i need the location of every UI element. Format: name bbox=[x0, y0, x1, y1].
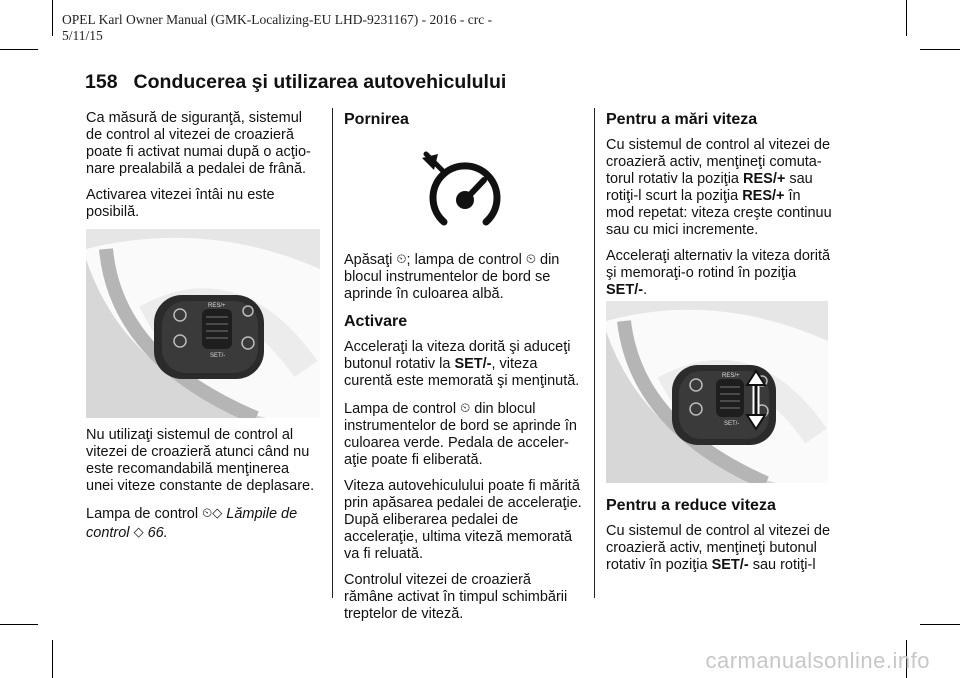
heading-increase-speed: Pentru a mări viteza bbox=[606, 111, 758, 128]
paragraph: Acceleraţi alternativ la viteza dorită şi memoraţi-o rotind în poziţia SET/-. bbox=[606, 248, 831, 298]
crop-mark bbox=[906, 0, 907, 36]
paragraph: Cu sistemul de control al vitezei de croazieră activ, menţineţi butonul rotativ în poziţia SET/- sau rotiţi-l bbox=[606, 523, 831, 573]
set-button-label: SET/- bbox=[724, 421, 740, 427]
column-divider bbox=[594, 108, 595, 598]
res-button-label: RES/+ bbox=[722, 373, 740, 379]
cruise-control-symbol bbox=[420, 150, 510, 240]
section-title: Conducerea şi utilizarea autovehiculului bbox=[133, 71, 507, 93]
column-divider bbox=[332, 108, 333, 598]
crop-mark bbox=[52, 640, 53, 678]
watermark: carmanualsonline.info bbox=[705, 648, 930, 673]
heading-activate: Activare bbox=[344, 313, 408, 330]
cruise-control-icon: ⏲ bbox=[460, 400, 471, 415]
paragraph: Controlul vitezei de croazieră rămâne activat în timpul schimbării treptelor de viteză. bbox=[344, 572, 568, 622]
paragraph: Viteza autovehiculului poate fi mărită prin apăsarea pedalei de acceleraţie. După eliberarea pedalei de acceleraţie, ultima viteză memorată va fi reluată. bbox=[344, 478, 582, 562]
column-3 bbox=[606, 110, 832, 308]
cruise-control-icon: ⏲ bbox=[525, 251, 536, 266]
steering-wheel-photo bbox=[606, 301, 828, 483]
paragraph: Apăsaţi ⏲; lampa de control ⏲ din blocul instrumentelor de bord se aprinde în culoarea albă. bbox=[344, 251, 560, 302]
column-2-body bbox=[344, 250, 582, 632]
paragraph: Nu utilizaţi sistemul de control al vitezei de croazieră atunci când nu este recomandabilă menţinerea unei viteze constante de deplasare. bbox=[86, 427, 315, 494]
reference-page[interactable]: 66. bbox=[147, 525, 168, 541]
crop-mark bbox=[0, 624, 38, 625]
heading-decrease-speed: Pentru a reduce viteza bbox=[606, 497, 776, 514]
cruise-control-icon: ⏲ bbox=[202, 505, 213, 520]
crop-mark bbox=[920, 624, 960, 625]
document-header bbox=[62, 12, 502, 44]
reference-icon: ◇ bbox=[212, 505, 223, 520]
paragraph: Ca măsură de siguranţă, sistemul de control al vitezei de croazieră poate fi activat numai după o acţio-nare prealabilă a pedalei de frână. bbox=[86, 110, 311, 177]
crop-mark bbox=[920, 49, 960, 50]
document-id-line: OPEL Karl Owner Manual (GMK-Localizing-EU LHD-9231167) - 2016 - crc - bbox=[62, 12, 493, 27]
crop-mark bbox=[52, 0, 53, 36]
column-3-lower bbox=[606, 496, 832, 583]
cruise-control-icon: ⏲ bbox=[396, 251, 407, 266]
column-2 bbox=[344, 110, 582, 137]
column-1 bbox=[86, 110, 320, 230]
paragraph: Lampa de control ⏲ din blocul instrumentelor de bord se aprinde în culoarea verde. Pedala de acceler-aţie poate fi eliberată. bbox=[344, 400, 577, 468]
reference-icon: ◇ bbox=[133, 524, 144, 539]
paragraph: Activarea vitezei întâi nu este posibilă. bbox=[86, 187, 275, 220]
page-title bbox=[85, 71, 506, 94]
paragraph: Lampa de control ⏲◇ Lămpile de control ◇ 66. bbox=[86, 505, 298, 541]
paragraph: Cu sistemul de control al vitezei de croazieră activ, menţineţi comuta-torul rotativ la poziţia RES/+ sau rotiţi-l scurt la poziţia RES/+ în mod repetat: viteza creşte continuu sau cu mici incremente. bbox=[606, 137, 832, 238]
heading-start: Pornirea bbox=[344, 111, 409, 128]
paragraph: Acceleraţi la viteza dorită şi aduceţi butonul rotativ la SET/-, viteza curentă este memorată şi menţinută. bbox=[344, 339, 580, 389]
res-button-label: RES/+ bbox=[208, 303, 226, 309]
column-1-lower bbox=[86, 427, 320, 551]
document-date-line: 5/11/15 bbox=[62, 28, 103, 43]
crop-mark bbox=[0, 49, 38, 50]
cross-reference-link[interactable]: Lămpile de control bbox=[86, 506, 298, 541]
speedometer-icon bbox=[420, 150, 510, 240]
set-button-label: SET/- bbox=[210, 353, 226, 359]
page-number: 158 bbox=[85, 71, 118, 93]
steering-wheel-photo bbox=[86, 229, 320, 418]
